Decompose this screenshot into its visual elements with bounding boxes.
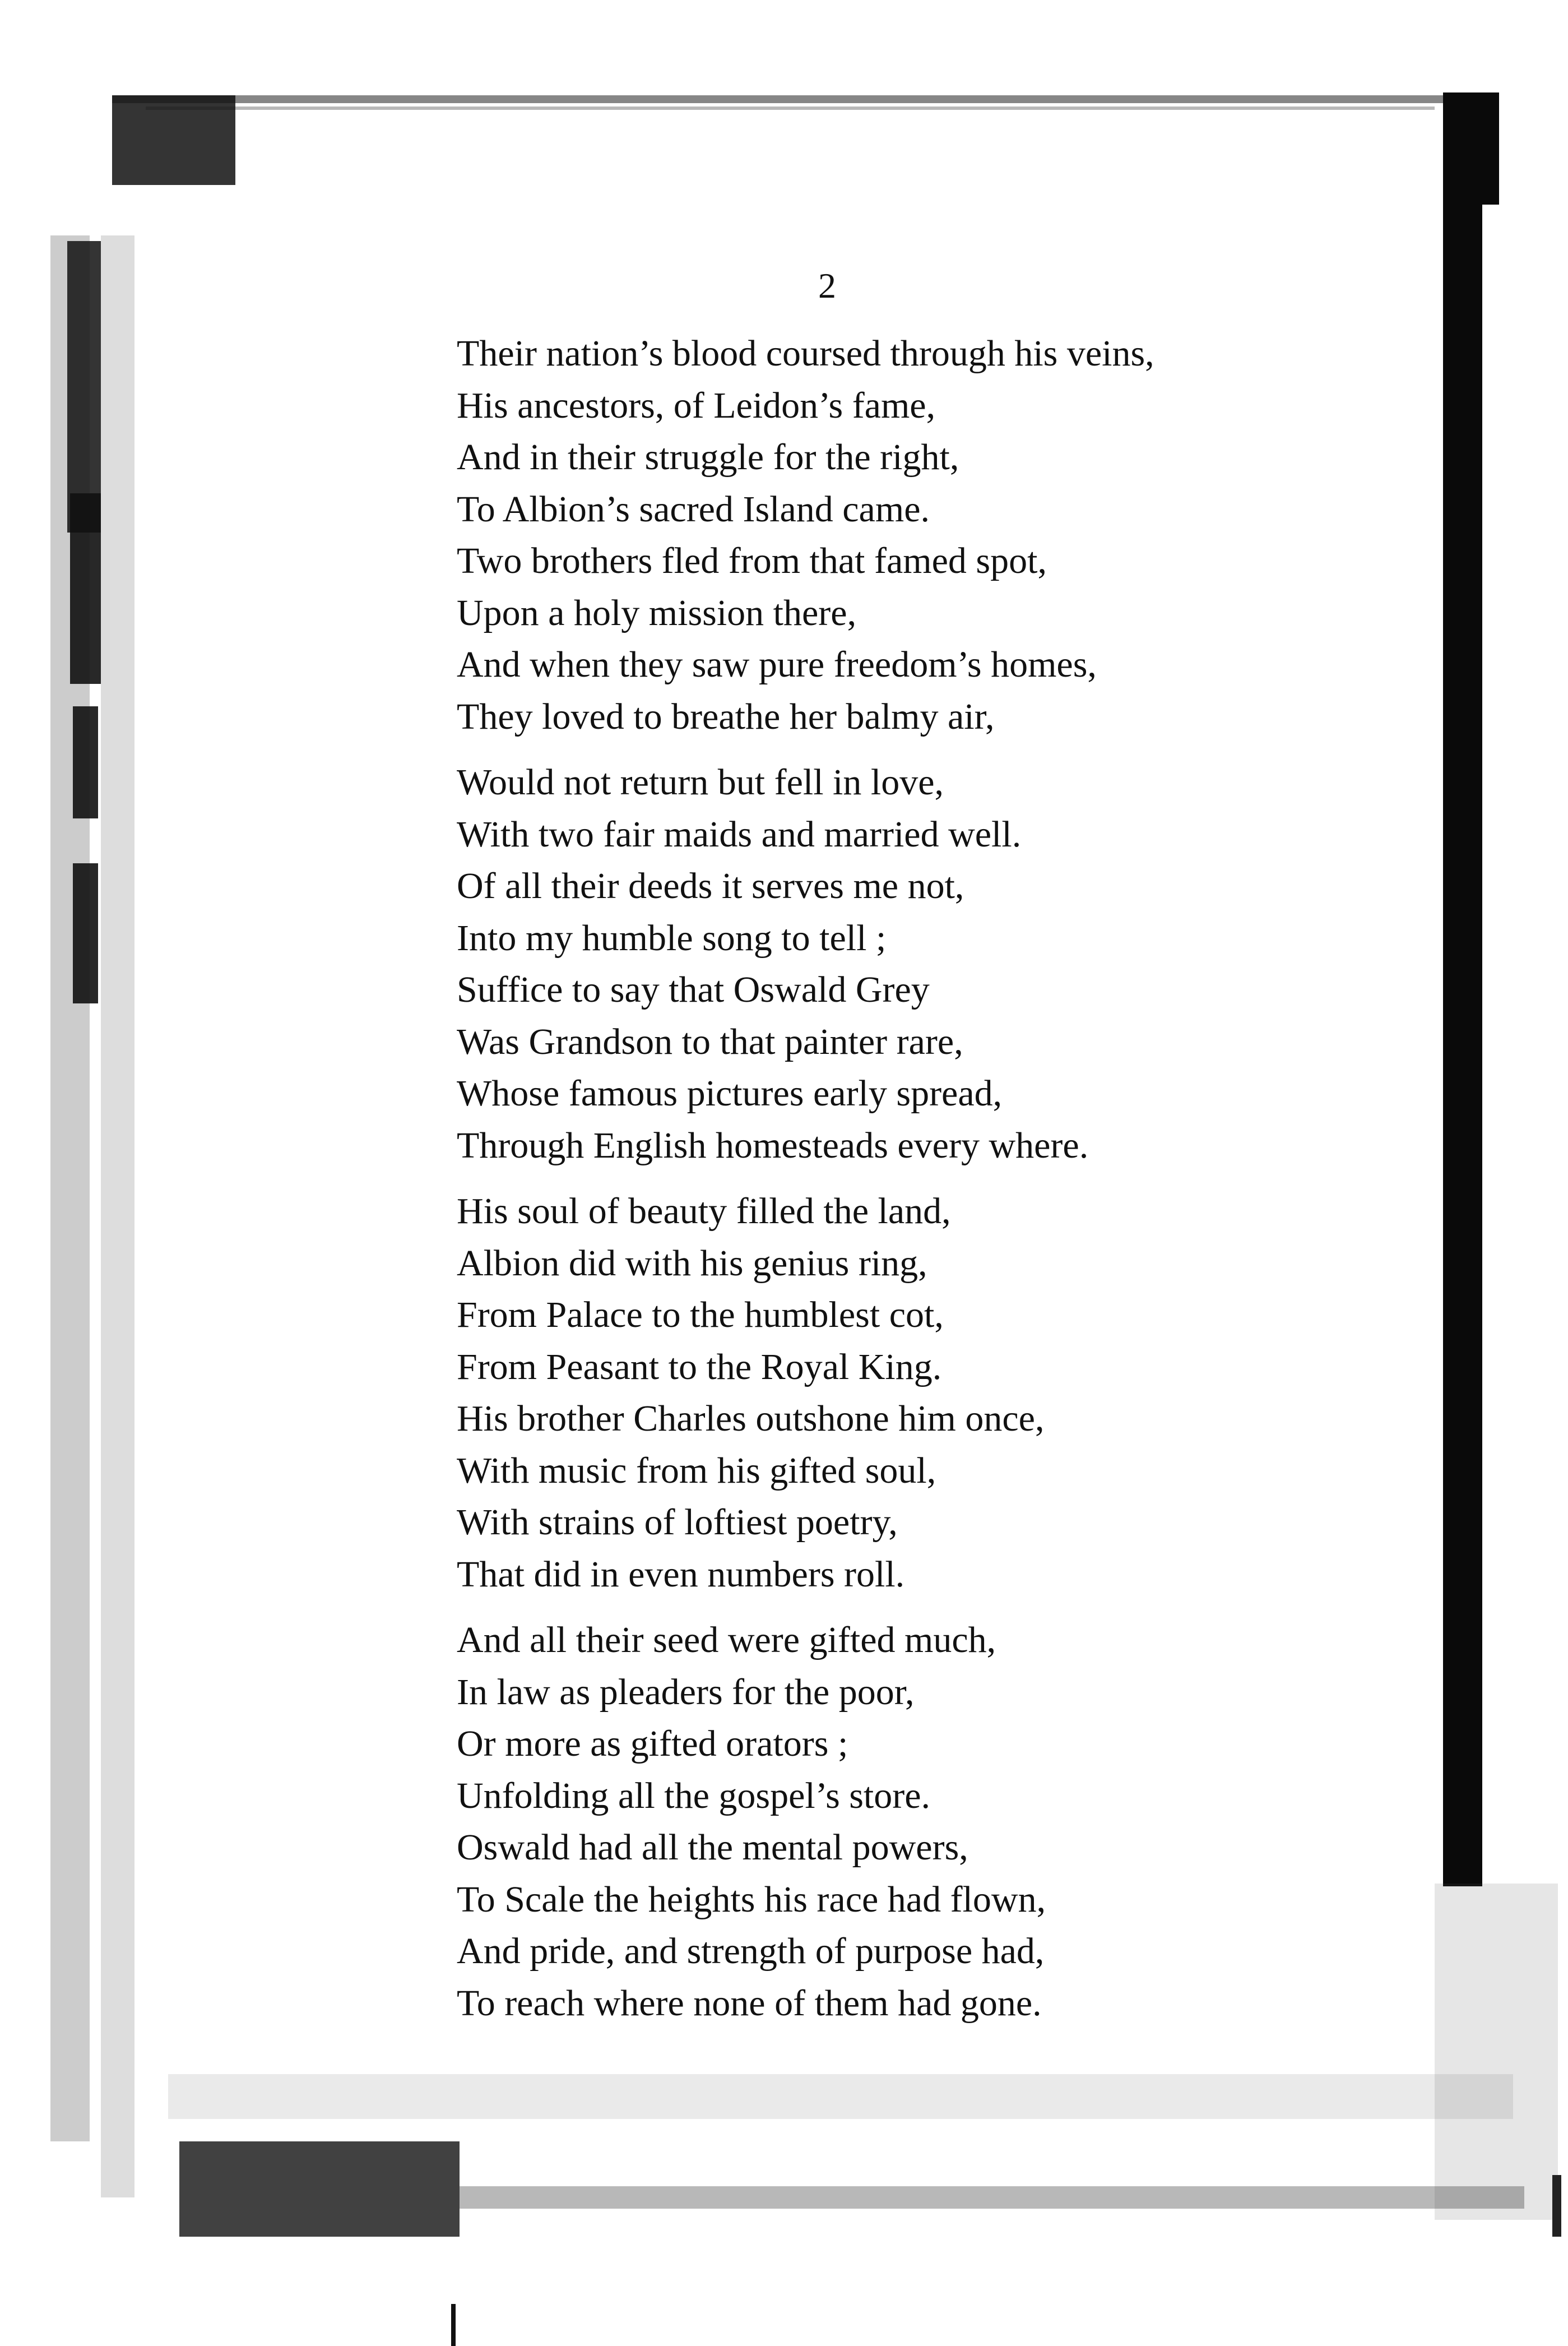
poem-line: To Albion’s sacred Island came.	[457, 488, 930, 530]
poem-line: His ancestors, of Leidon’s fame,	[457, 385, 936, 426]
poem-line: And all their seed were gifted much,	[457, 1619, 996, 1660]
page-number: 2	[818, 266, 836, 306]
poem-line: And pride, and strength of purpose had,	[457, 1931, 1045, 1972]
poem-line: To Scale the heights his race had flown,	[457, 1878, 1046, 1920]
poem-line: From Palace to the humblest cot,	[457, 1294, 944, 1335]
poem-line: That did in even numbers roll.	[457, 1553, 905, 1595]
poem	[457, 328, 1493, 2043]
poem-line: From Peasant to the Royal King.	[457, 1346, 942, 1387]
poem-line: Albion did with his genius ring,	[457, 1242, 927, 1284]
poem-line: Oswald had all the mental powers,	[457, 1827, 968, 1868]
poem-line: His brother Charles outshone him once,	[457, 1398, 1045, 1439]
poem-line: His soul of beauty filled the land,	[457, 1191, 951, 1232]
poem-line: Whose famous pictures early spread,	[457, 1073, 1003, 1114]
poem-line: And in their struggle for the right,	[457, 437, 959, 478]
poem-line: With music from his gifted soul,	[457, 1450, 936, 1491]
poem-line: With two fair maids and married well.	[457, 813, 1022, 855]
poem-line: Into my humble song to tell ;	[457, 917, 887, 959]
stanza-4	[457, 1614, 1493, 2029]
poem-line: Their nation’s blood coursed through his veins,	[457, 333, 1154, 374]
stanza-3	[457, 1186, 1493, 1600]
poem-line: Through English homesteads every where.	[457, 1125, 1089, 1166]
poem-line: And when they saw pure freedom’s homes,	[457, 644, 1097, 685]
poem-line: Or more as gifted orators ;	[457, 1723, 848, 1764]
poem-line: Was Grandson to that painter rare,	[457, 1021, 963, 1062]
poem-line: In law as pleaders for the poor,	[457, 1671, 915, 1713]
poem-line: With strains of loftiest poetry,	[457, 1502, 898, 1543]
poem-line: To reach where none of them had gone.	[457, 1982, 1042, 2024]
poem-line: Would not return but fell in love,	[457, 762, 944, 803]
stanza-1	[457, 328, 1493, 743]
stanza-2	[457, 757, 1493, 1172]
poem-line: They loved to breathe her balmy air,	[457, 696, 995, 737]
poem-line: Of all their deeds it serves me not,	[457, 866, 964, 906]
poem-line: Two brothers fled from that famed spot,	[457, 540, 1047, 581]
poem-line: Suffice to say that Oswald Grey	[457, 969, 930, 1010]
poem-line: Upon a holy mission there,	[457, 592, 857, 633]
poem-line: Unfolding all the gospel’s store.	[457, 1775, 931, 1816]
